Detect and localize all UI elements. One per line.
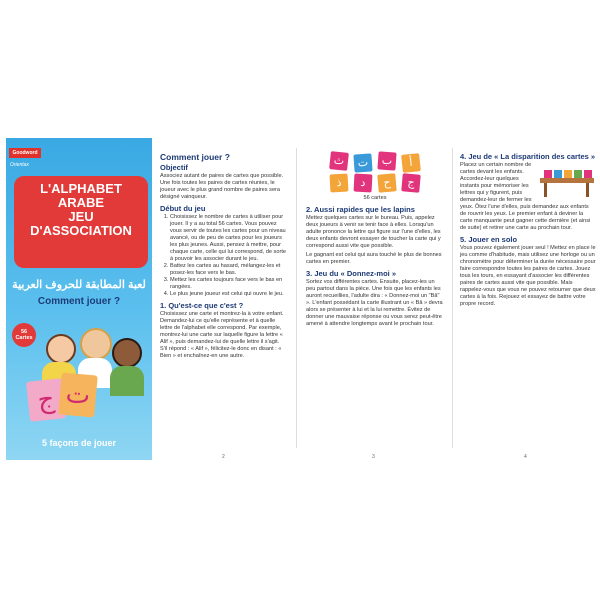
letter-card: ث bbox=[329, 151, 349, 171]
cover-subtitle: Comment jouer ? bbox=[37, 296, 121, 307]
publisher-name: Orientax bbox=[10, 162, 29, 168]
section-heading: Début du jeu bbox=[160, 204, 206, 213]
letter-card: ج bbox=[401, 173, 421, 193]
mini-card bbox=[554, 170, 562, 178]
section-heading: 1. Qu'est-ce que c'est ? bbox=[160, 301, 244, 310]
cover-title-box bbox=[14, 176, 148, 268]
page-3 bbox=[306, 152, 444, 460]
section-heading: 3. Jeu du « Donnez-moi » bbox=[306, 269, 397, 278]
mini-card bbox=[584, 170, 592, 178]
publisher-logo: Goodword bbox=[9, 148, 41, 158]
page-heading: Comment jouer ? bbox=[160, 152, 230, 162]
child-illustration bbox=[46, 334, 76, 364]
page-number: 3 bbox=[372, 454, 375, 460]
image-caption: 56 cartes bbox=[363, 195, 387, 201]
page-divider bbox=[452, 148, 453, 448]
card-count-badge bbox=[12, 323, 36, 347]
letter-card: ج bbox=[26, 378, 66, 422]
child-illustration bbox=[80, 328, 112, 360]
child-body bbox=[110, 366, 144, 396]
cover-title-line: D'ASSOCIATION bbox=[30, 223, 132, 238]
start-list bbox=[160, 214, 288, 298]
paragraph: Mettez quelques cartes sur le bureau. Puis, appelez deux joueurs à venir se tenir face à elles. Lorsqu'un adulte prononce la lettre qui figure sur l'une d'elles, les deux enfants devront essayer de toucher la carte qui y correspond aussi vite que possible. bbox=[306, 215, 441, 249]
list-item: 4. Le plus jeune joueur est celui qui ouvre le jeu. bbox=[170, 291, 288, 298]
mini-card bbox=[574, 170, 582, 178]
letter-card: د bbox=[354, 174, 373, 193]
card-illustration bbox=[314, 152, 440, 194]
badge-number: 56 bbox=[20, 329, 28, 335]
badge-label: Cartes bbox=[15, 335, 33, 341]
cover-title-line: L'ALPHABET bbox=[40, 181, 122, 196]
letter-card: أ bbox=[401, 153, 421, 173]
section-heading: Objectif bbox=[160, 163, 188, 172]
paragraph: Associez autant de paires de cartes que possible. Une fois toutes les paires de cartes réunies, le joueur avec le plus grand nombre de paires sera désigné vainqueur. bbox=[160, 173, 284, 200]
paragraph: Sortez vos différentes cartes. Ensuite, placez-les un peu partout dans la pièce. Une fois que les enfants les auront recueillies, l'adulte dira : « Donnez-moi un "Bâ" ». L'enfant possédant la carte illustrant un « Bâ » devra alors se présenter à lui et la lui remettre. Évitez de donner une mauvaise réponse ou vous serez peut-être amené à attendre longtemps avant le prochain tour. bbox=[306, 279, 443, 327]
child-illustration bbox=[112, 338, 142, 368]
letter-card: ت bbox=[353, 153, 372, 172]
paragraph: Placez un certain nombre de cartes devant les enfants. Accordez-leur quelques instants pour mémoriser les lettres qui y figurent, puis demandez-leur de fermer les yeux. Ôtez l'une d'elles, puis demandez aux enfants de rouvrir les yeux. Le premier enfant à deviner la carte manquante peut gagner cette dernière (et ainsi de suite) et retirer une carte au prochain tour. bbox=[460, 162, 591, 231]
cover-panel bbox=[6, 138, 152, 460]
mini-card bbox=[544, 170, 552, 178]
paragraph: Vous pouvez également jouer seul ! Mettez en place le jeu comme d'habitude, mais utilisez une horloge ou un chronomètre pour déterminer la durée nécessaire pour faire correspondre toutes les paires de cartes. Jouez tous les tours, en essayant d'associer les différentes paires de cartes aussi vite que possible. Mais rappelez-vous que vous ne pouvez retourner que deux cartes à la fois. Rejouez et essayez de battre votre propre record. bbox=[460, 245, 596, 307]
page-number: 4 bbox=[524, 454, 527, 460]
list-item: 2. Battez les cartes au hasard, mélangez-les et posez-les face vers le bas. bbox=[170, 263, 288, 277]
list-item: 3. Mettez les cartes toujours face vers le bas en rangées. bbox=[170, 277, 288, 291]
paragraph: Le gagnant est celui qui aura touché le plus de bonnes cartes en premier. bbox=[306, 252, 442, 265]
list-item: 1. Choisissez le nombre de cartes à utiliser pour jouer. Il y a au total 56 cartes. Vous pouvez vous servir de toutes les cartes pour un niveau avancé, ou de peu de cartes pour les joueurs les plus jeunes. Aussi, pensez à mettre, pour chaque carte, celle qui lui correspond, de sorte à pouvoir les associer durant le jeu. bbox=[170, 214, 288, 263]
table-illustration bbox=[538, 164, 596, 198]
mini-card bbox=[564, 170, 572, 178]
page-number: 2 bbox=[222, 454, 225, 460]
cover-title-line: JEU bbox=[68, 209, 94, 224]
letter-card: ذ bbox=[330, 174, 349, 193]
letter-card: ب bbox=[377, 151, 396, 170]
cover-title bbox=[14, 182, 148, 238]
page-4 bbox=[460, 152, 596, 460]
page-2 bbox=[160, 152, 288, 460]
section-heading: 4. Jeu de « La disparition des cartes » bbox=[460, 152, 596, 161]
letter-card: ت bbox=[58, 373, 98, 418]
section-heading: 2. Aussi rapides que les lapins bbox=[306, 205, 415, 214]
section-heading: 5. Jouer en solo bbox=[460, 235, 518, 244]
cover-arabic-title: لعبة المطابقة للحروف العربية bbox=[12, 279, 146, 291]
table-leg bbox=[586, 183, 589, 197]
letter-card: ح bbox=[377, 173, 397, 193]
table-leg bbox=[544, 183, 547, 197]
booklet-spread bbox=[0, 138, 600, 460]
page-divider bbox=[296, 148, 297, 448]
cover-title-line: ARABE bbox=[57, 195, 105, 210]
cover-ways: 5 façons de jouer bbox=[41, 438, 117, 448]
paragraph: Choisissez une carte et montrez-la à votre enfant. Demandez-lui ce qu'elle représente et à quelle lettre de l'alphabet elle correspond. Par exemple, montrez-lui une carte sur laquelle figure la lettre « Alif », puis demandez-lui de quelle lettre il s'agit. S'il répond : « Alif », félicitez-le donc en disant : « Bien » et enchaînez-en une autre. bbox=[160, 311, 284, 359]
